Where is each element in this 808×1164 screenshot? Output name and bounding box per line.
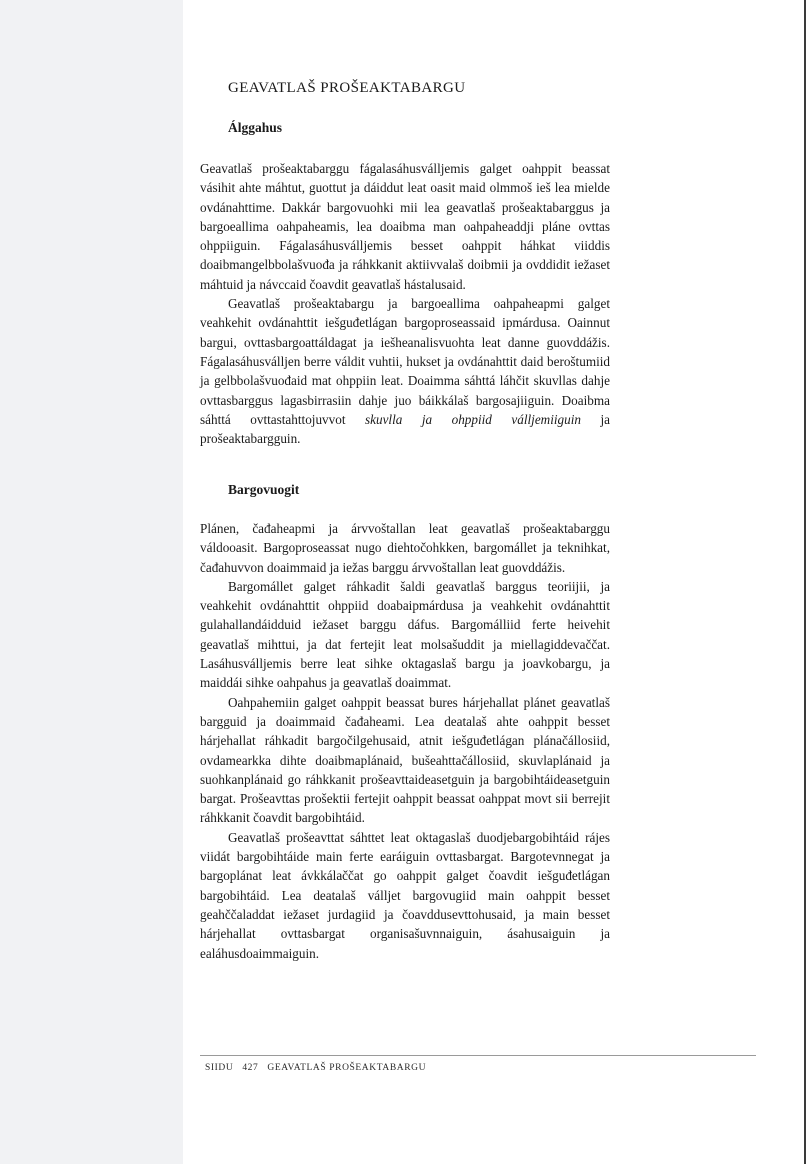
footer-rule [200, 1055, 756, 1056]
section-intro-heading-wrap [228, 120, 282, 136]
paragraph-text: Bargomállet galget ráhkadit šaldi geavatlaš barggus teoriijii, ja veahkehit ovdánahttit ohppiid doabaipmárdusa ja veahkehit ovdánahttit gulahallandáidduid iežaset barggu dáfus. Bargomálliid ferte heivehit geavatlaš mihttui, ja dat fertejit leat molsašuddit ja miellagiddevaččat. Lasáhusválljemis berre leat sihke oktagaslaš bargu ja joavkobargu, ja maiddái sihke oahpahus ja geavatlaš doaimmat. [200, 578, 610, 691]
paragraph-text: Geavatlaš prošeaktabargu ja bargoeallima oahpaheapmi galget veahkehit ovdánahttit iešguđetlágan bargoproseassaid ipmárdusa. Oainnut bargui, ovttasbargoattáldagat ja iešheanalisvuohta leat danne guovddážis. Fágalasáhusválljen berre váldit vuhtii, hukset ja ovdánahttit daid beroštumiid ja gelbbolašvuođaid mat ohppiin leat. Doaimma sáhttá láhčit skuvllas dahje ovttasbarggus lagasbirrasiin dahje juo báikkálaš bargosajiiguin. Doaibma sáhttá ovttastahttojuvvot [200, 296, 610, 427]
paragraph [200, 294, 610, 448]
paragraph [200, 577, 610, 693]
section-heading-intro: Álggahus [228, 120, 283, 135]
paragraph-text: Plánen, čađaheapmi ja árvvoštallan leat geavatlaš prošeaktabarggu váldooasit. Bargoproseassat nugo diehtočohkken, bargomállet ja teknihkat, čađahuvvon doaimmaid ja iežas barggu árvvoštallan leat guovddážis. [200, 521, 610, 575]
emphasis-text: skuvlla ja ohppiid válljemiiguin [365, 411, 581, 427]
footer-label: SIIDU [205, 1063, 234, 1073]
section-methods-heading-wrap [228, 482, 299, 498]
footer-page-number: 427 [242, 1063, 259, 1073]
paragraph-text: Geavatlaš prošeaktabarggu fágalasáhusválljemis galget oahppit beassat vásihit ahte máhtut, guottut ja dáiddut leat oasit maid olmmoš ieš lea mielde ovdánahttime. Dakkár bargovuohki mii lea geavatlaš prošeaktabarggus ja bargoeallima oahpaheamis, lea doaibma man oahpaheaddji pláne ovttas ohppiiguin. Fágalasáhusválljemis besset oahppit háhkat viiddis doaibmangelbbolašvuođa ja ráhkkanit aktiivvalaš doibmii ja ovddidit iežaset máhtuid ja návccaid čoavdit geavatlaš hástalusaid. [200, 161, 610, 292]
paragraph-text: Oahpahemiin galget oahppit beassat bures hárjehallat plánet geavatlaš bargguid ja doaimmaid čađaheami. Lea deatalaš ahte oahppit besset hárjehallat ráhkadit bargočilgehusaid, atnit iešguđetlágan plánačállosiid, ovdamearkka dihte doaibmaplánaid, bušeahttačállosiid, skuvlaplánaid ja suohkanplánaid go ráhkkanit prošeavttaideasetguin ja bargobihtáideasetguin bargat. Prošeavttas prošektii fertejit oahppit beassat oahppat movt sii berrejit ráhkkanit čoavdit bargobihtáid. [200, 694, 610, 826]
scan-margin-strip [0, 0, 183, 1164]
page-edge-line [804, 0, 806, 1164]
page-title: GEAVATLAŠ PROŠEAKTABARGU [228, 80, 466, 96]
paragraph [200, 519, 610, 577]
page-footer [205, 1063, 432, 1073]
section-methods [200, 519, 610, 963]
paragraph [200, 828, 610, 963]
paragraph-text: Geavatlaš prošeavttat sáhttet leat oktagaslaš duodjebargobihtáid rájes viidát bargobihtáide main ferte earáiguin ovttasbargat. Bargotevnnegat ja bargoplánat leat ávkkálaččat go oahppit galget čoavdit iešguđetlágan bargobihtáid. Lea deatalaš válljet bargovugiid main oahppit besset geahččaladdat iežaset jurdagiid ja čoavddusevttohusaid, ja main besset hárjehallat ovttasbargat organisašuvnnaiguin, ásahusaiguin ja ealáhusdoaimmaiguin. [200, 829, 610, 961]
paragraph [200, 693, 610, 828]
section-heading-methods: Bargovuogit [228, 482, 300, 497]
paragraph [200, 159, 610, 294]
section-intro [200, 159, 610, 448]
footer-running-title: GEAVATLAŠ PROŠEAKTABARGU [267, 1063, 427, 1073]
paragraph-text: ja prošeaktabargguin. [200, 411, 610, 447]
